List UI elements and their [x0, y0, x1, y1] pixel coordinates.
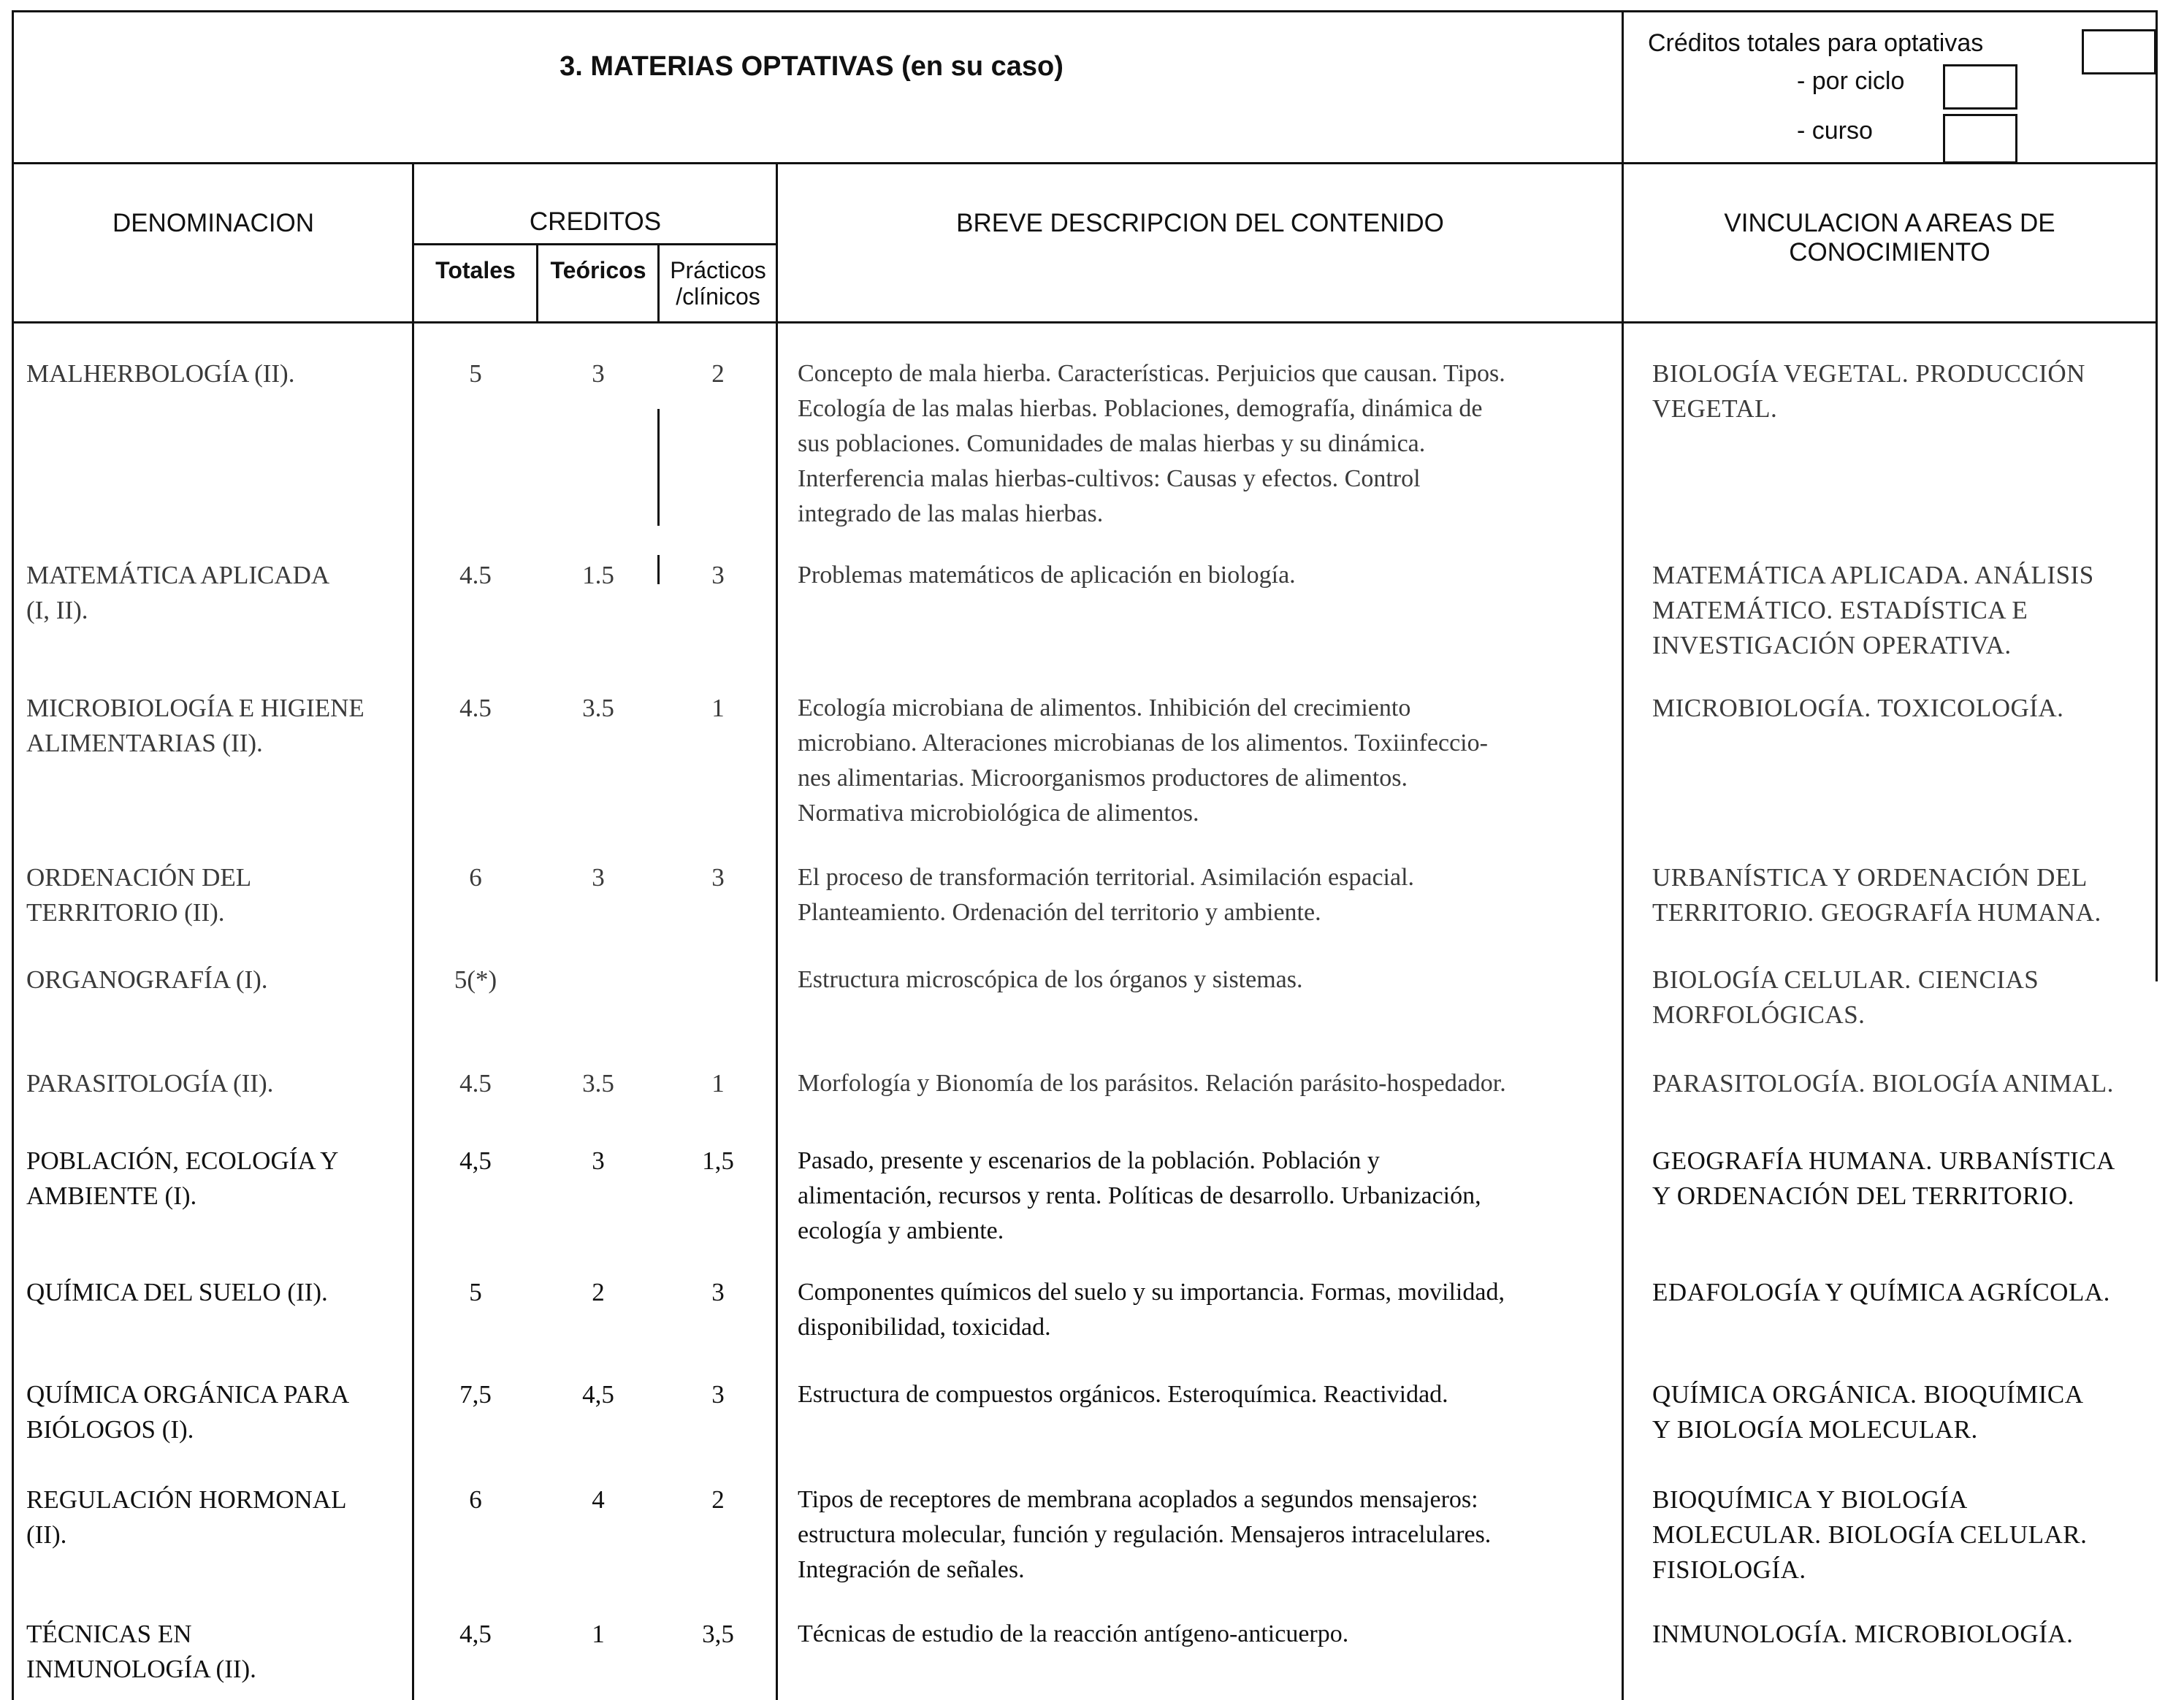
col-divider-totales	[536, 243, 538, 321]
credits-practicos: 2	[711, 1485, 725, 1514]
description-line: Componentes químicos del suelo y su importancia. Formas, movilidad,	[798, 1279, 1505, 1306]
subject-name-line: POBLACIÓN, ECOLOGÍA Y	[26, 1146, 339, 1175]
description-line: alimentación, recursos y renta. Políticas de desarrollo. Urbanización,	[798, 1182, 1481, 1209]
subject-name	[26, 1617, 412, 1687]
right-border	[2156, 10, 2158, 981]
description-line: Tipos de receptores de membrana acoplados a segundos mensajeros:	[798, 1486, 1478, 1513]
credits-totales: 4,5	[459, 1620, 492, 1648]
curso-label: - curso	[1797, 117, 1873, 145]
knowledge-areas	[1652, 1144, 2153, 1214]
description-line: Problemas matemáticos de aplicación en biología.	[798, 562, 1296, 589]
subject-name	[26, 1066, 412, 1101]
description-line: estructura molecular, función y regulación. Mensajeros intracelulares.	[798, 1521, 1492, 1548]
credits-practicos: 1	[711, 1069, 725, 1098]
scan-line-fragment	[657, 409, 660, 526]
subject-name-line: ALIMENTARIAS (II).	[26, 729, 263, 757]
area-line: INMUNOLOGÍA. MICROBIOLOGÍA.	[1652, 1620, 2074, 1648]
description-line: Ecología de las malas hierbas. Poblaciones, demografía, dinámica de	[798, 395, 1483, 422]
description-line: sus poblaciones. Comunidades de malas hierbas y su dinámica.	[798, 430, 1426, 457]
credits-practicos: 3,5	[702, 1620, 734, 1648]
credits-teoricos: 3	[592, 359, 605, 388]
credits-teoricos: 1.5	[582, 561, 614, 589]
col-header-vinculacion-line1: VINCULACION A AREAS DE	[1724, 209, 2055, 237]
col-header-vinculacion	[1624, 209, 2155, 267]
credits-totales: 6	[469, 1485, 482, 1514]
area-line: PARASITOLOGÍA. BIOLOGÍA ANIMAL.	[1652, 1069, 2114, 1098]
content-description	[798, 691, 1619, 831]
credits-teoricos: 3	[592, 863, 605, 892]
subject-name-line: QUÍMICA DEL SUELO (II).	[26, 1278, 328, 1306]
description-line: Pasado, presente y escenarios de la población. Población y	[798, 1147, 1380, 1174]
credits-practicos: 3	[711, 561, 725, 589]
header-bottom-border	[12, 162, 2158, 164]
area-line: QUÍMICA ORGÁNICA. BIOQUÍMICA	[1652, 1380, 2084, 1409]
content-description	[798, 1066, 1619, 1101]
area-line: TERRITORIO. GEOGRAFÍA HUMANA.	[1652, 898, 2101, 927]
description-line: Técnicas de estudio de la reacción antígeno-anticuerpo.	[798, 1620, 1349, 1647]
description-line: Normativa microbiológica de alimentos.	[798, 800, 1199, 827]
knowledge-areas	[1652, 962, 2153, 1033]
creditos-subheader-divider	[413, 243, 777, 245]
header-divider	[1622, 10, 1624, 162]
credits-totales: 4.5	[459, 694, 492, 722]
credits-teoricos: 3	[592, 1146, 605, 1175]
area-line: VEGETAL.	[1652, 394, 1778, 423]
description-line: Integración de señales.	[798, 1556, 1025, 1583]
curso-box[interactable]	[1943, 114, 2017, 164]
description-line: Planteamiento. Ordenación del territorio y ambiente.	[798, 899, 1321, 926]
col-header-creditos: CREDITOS	[529, 207, 662, 236]
subject-name-line: PARASITOLOGÍA (II).	[26, 1069, 274, 1098]
col-header-vinculacion-line2: CONOCIMIENTO	[1789, 238, 1990, 267]
knowledge-areas	[1652, 356, 2153, 426]
description-line: ecología y ambiente.	[798, 1217, 1004, 1244]
credits-practicos: 2	[711, 359, 725, 388]
credits-teoricos: 2	[592, 1278, 605, 1306]
credits-totales: 4.5	[459, 561, 492, 589]
col-divider-teoricos	[657, 243, 660, 321]
subject-name	[26, 962, 412, 998]
area-line: MORFOLÓGICAS.	[1652, 1000, 1866, 1029]
credits-totales: 4.5	[459, 1069, 492, 1098]
area-line: Y ORDENACIÓN DEL TERRITORIO.	[1652, 1182, 2074, 1210]
scan-line-fragment	[657, 555, 660, 584]
description-line: Concepto de mala hierba. Características. Perjuicios que causan. Tipos.	[798, 360, 1505, 387]
content-description	[798, 1482, 1619, 1588]
subject-name-line: BIÓLOGOS (I).	[26, 1415, 194, 1444]
credits-totales: 7,5	[459, 1380, 492, 1409]
col-header-practicos	[660, 257, 776, 310]
creditos-totales-label: Créditos totales para optativas	[1648, 29, 1984, 57]
knowledge-areas	[1652, 1617, 2153, 1652]
subject-name-line: (II).	[26, 1520, 67, 1549]
content-description	[798, 1377, 1619, 1412]
left-border	[12, 10, 14, 1700]
description-line: Ecología microbiana de alimentos. Inhibición del crecimiento	[798, 694, 1411, 721]
content-description	[798, 1144, 1619, 1249]
area-line: MATEMÁTICA APLICADA. ANÁLISIS	[1652, 561, 2094, 589]
subject-name	[26, 691, 412, 761]
content-description	[798, 1275, 1619, 1345]
area-line: INVESTIGACIÓN OPERATIVA.	[1652, 631, 2012, 659]
content-description	[798, 860, 1619, 930]
area-line: EDAFOLOGÍA Y QUÍMICA AGRÍCOLA.	[1652, 1278, 2110, 1306]
description-line: Interferencia malas hierbas-cultivos: Causas y efectos. Control	[798, 465, 1421, 492]
col-header-descripcion: BREVE DESCRIPCION DEL CONTENIDO	[956, 209, 1444, 237]
credits-practicos: 3	[711, 1380, 725, 1409]
description-line: nes alimentarias. Microorganismos productores de alimentos.	[798, 765, 1408, 792]
subject-name-line: REGULACIÓN HORMONAL	[26, 1485, 347, 1514]
area-line: MOLECULAR. BIOLOGÍA CELULAR.	[1652, 1520, 2088, 1549]
knowledge-areas	[1652, 691, 2153, 726]
description-line: disponibilidad, toxicidad.	[798, 1314, 1051, 1341]
credits-teoricos: 4	[592, 1485, 605, 1514]
description-line: microbiano. Alteraciones microbianas de los alimentos. Toxiinfeccio-	[798, 730, 1488, 757]
subject-name-line: MICROBIOLOGÍA E HIGIENE	[26, 694, 364, 722]
credits-practicos: 1	[711, 694, 725, 722]
subject-name-line: (I, II).	[26, 596, 88, 624]
subject-name	[26, 1144, 412, 1214]
subject-name-line: ORGANOGRAFÍA (I).	[26, 965, 268, 994]
credits-teoricos: 4,5	[582, 1380, 614, 1409]
credits-totales: 5	[469, 1278, 482, 1306]
knowledge-areas	[1652, 860, 2153, 930]
knowledge-areas	[1652, 558, 2153, 663]
section-title: 3. MATERIAS OPTATIVAS (en su caso)	[560, 51, 1064, 82]
subject-name-line: QUÍMICA ORGÁNICA PARA	[26, 1380, 350, 1409]
content-description	[798, 962, 1619, 998]
subject-name-line: TERRITORIO (II).	[26, 898, 225, 927]
area-line: FISIOLOGÍA.	[1652, 1555, 1806, 1584]
col-header-practicos-line1: Prácticos	[670, 257, 766, 283]
subject-name	[26, 558, 412, 628]
subject-name	[26, 356, 412, 391]
description-line: El proceso de transformación territorial. Asimilación espacial.	[798, 864, 1415, 891]
content-description	[798, 1617, 1619, 1652]
top-border	[12, 10, 2158, 12]
knowledge-areas	[1652, 1482, 2153, 1588]
area-line: BIOLOGÍA CELULAR. CIENCIAS	[1652, 965, 2039, 994]
description-line: integrado de las malas hierbas.	[798, 500, 1104, 527]
credits-practicos: 1,5	[702, 1146, 734, 1175]
col-header-totales: Totales	[435, 257, 516, 283]
content-description	[798, 356, 1619, 532]
subject-name	[26, 1482, 412, 1552]
description-line: Estructura microscópica de los órganos y sistemas.	[798, 966, 1303, 993]
credits-totales: 5(*)	[454, 965, 497, 994]
column-header-bottom-border	[12, 321, 2158, 323]
area-line: MICROBIOLOGÍA. TOXICOLOGÍA.	[1652, 694, 2064, 722]
subject-name-line: TÉCNICAS EN	[26, 1620, 192, 1648]
area-line: URBANÍSTICA Y ORDENACIÓN DEL	[1652, 863, 2088, 892]
credits-practicos: 3	[711, 863, 725, 892]
subject-name-line: INMUNOLOGÍA (II).	[26, 1655, 256, 1683]
col-header-denominacion: DENOMINACION	[112, 209, 315, 237]
knowledge-areas	[1652, 1066, 2153, 1101]
credits-totales: 5	[469, 359, 482, 388]
area-line: Y BIOLOGÍA MOLECULAR.	[1652, 1415, 1978, 1444]
por-ciclo-label: - por ciclo	[1797, 67, 1905, 95]
area-line: BIOLOGÍA VEGETAL. PRODUCCIÓN	[1652, 359, 2085, 388]
credits-teoricos: 3.5	[582, 694, 614, 722]
description-line: Estructura de compuestos orgánicos. Esteroquímica. Reactividad.	[798, 1381, 1448, 1408]
subject-name	[26, 1377, 412, 1447]
credits-teoricos: 1	[592, 1620, 605, 1648]
knowledge-areas	[1652, 1377, 2153, 1447]
subject-name	[26, 860, 412, 930]
area-line: GEOGRAFÍA HUMANA. URBANÍSTICA	[1652, 1146, 2115, 1175]
subject-name	[26, 1275, 412, 1310]
col-divider-descripcion	[1622, 162, 1624, 1700]
content-description	[798, 558, 1619, 593]
credits-practicos: 3	[711, 1278, 725, 1306]
area-line: BIOQUÍMICA Y BIOLOGÍA	[1652, 1485, 1968, 1514]
por-ciclo-box[interactable]	[1943, 64, 2017, 110]
creditos-totales-box[interactable]	[2082, 29, 2156, 74]
subject-name-line: ORDENACIÓN DEL	[26, 863, 252, 892]
credits-totales: 6	[469, 863, 482, 892]
description-line: Morfología y Bionomía de los parásitos. Relación parásito-hospedador.	[798, 1070, 1506, 1097]
credits-totales: 4,5	[459, 1146, 492, 1175]
col-header-teoricos: Teóricos	[550, 257, 646, 283]
subject-name-line: MALHERBOLOGÍA (II).	[26, 359, 295, 388]
subject-name-line: MATEMÁTICA APLICADA	[26, 561, 330, 589]
col-divider-denominacion	[412, 162, 414, 1700]
col-divider-creditos	[776, 162, 778, 1700]
credits-teoricos: 3.5	[582, 1069, 614, 1098]
subject-name-line: AMBIENTE (I).	[26, 1182, 197, 1210]
area-line: MATEMÁTICO. ESTADÍSTICA E	[1652, 596, 2028, 624]
knowledge-areas	[1652, 1275, 2153, 1310]
col-header-practicos-line2: /clínicos	[676, 283, 760, 310]
